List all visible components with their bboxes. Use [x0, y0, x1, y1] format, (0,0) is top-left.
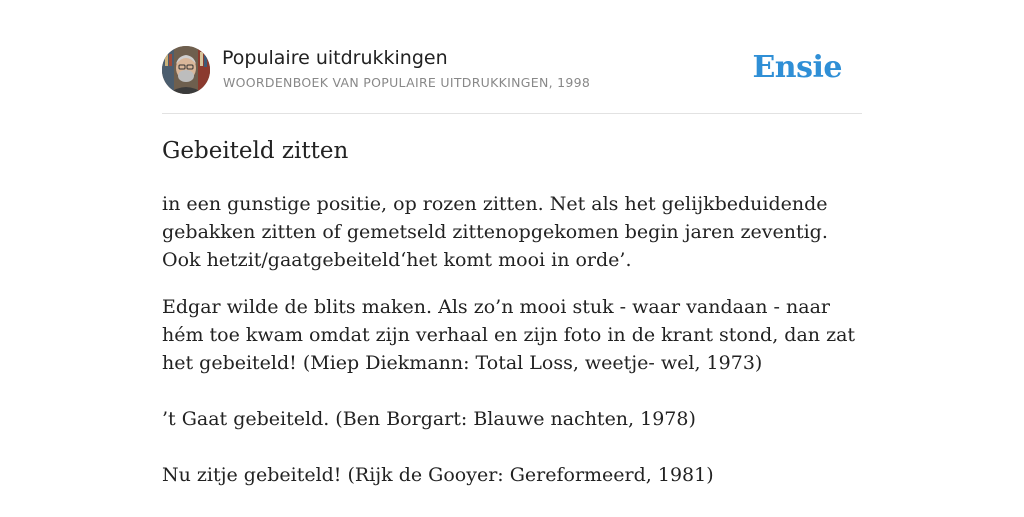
entry-quote: ’t Gaat gebeiteld. (Ben Borgart: Blauwe nachten, 1978)	[162, 408, 696, 430]
ensie-logo[interactable]: Ensie	[752, 50, 842, 85]
entry-quote: Edgar wilde de blits maken. Als zo’n mooi stuk - waar vandaan - naar hém toe kwam omdat zijn verhaal en zijn foto in de krant stond, dan zat het gebeiteld! (Miep Diekmann: Total Loss, weetje- wel, 1973)	[162, 296, 856, 374]
author-portrait-icon	[162, 46, 210, 94]
header-divider	[162, 113, 862, 114]
source-header	[162, 46, 862, 96]
entry-content	[162, 190, 862, 517]
entry-title: Gebeiteld zitten	[162, 138, 349, 164]
entry-definition: in een gunstige positie, op rozen zitten. Net als het gelijkbeduidende gebakken zitten of gemetseld zittenopgekomen begin jaren zeventig. Ook hetzit/gaatgebeiteld‘het komt mooi in orde’.	[162, 193, 828, 271]
author-avatar[interactable]	[162, 46, 210, 94]
source-title[interactable]: Populaire uitdrukkingen	[222, 47, 448, 69]
source-subtitle: WOORDENBOEK VAN POPULAIRE UITDRUKKINGEN, 1998	[223, 75, 591, 90]
entry-quote: Nu zitje gebeiteld! (Rijk de Gooyer: Gereformeerd, 1981)	[162, 464, 714, 486]
